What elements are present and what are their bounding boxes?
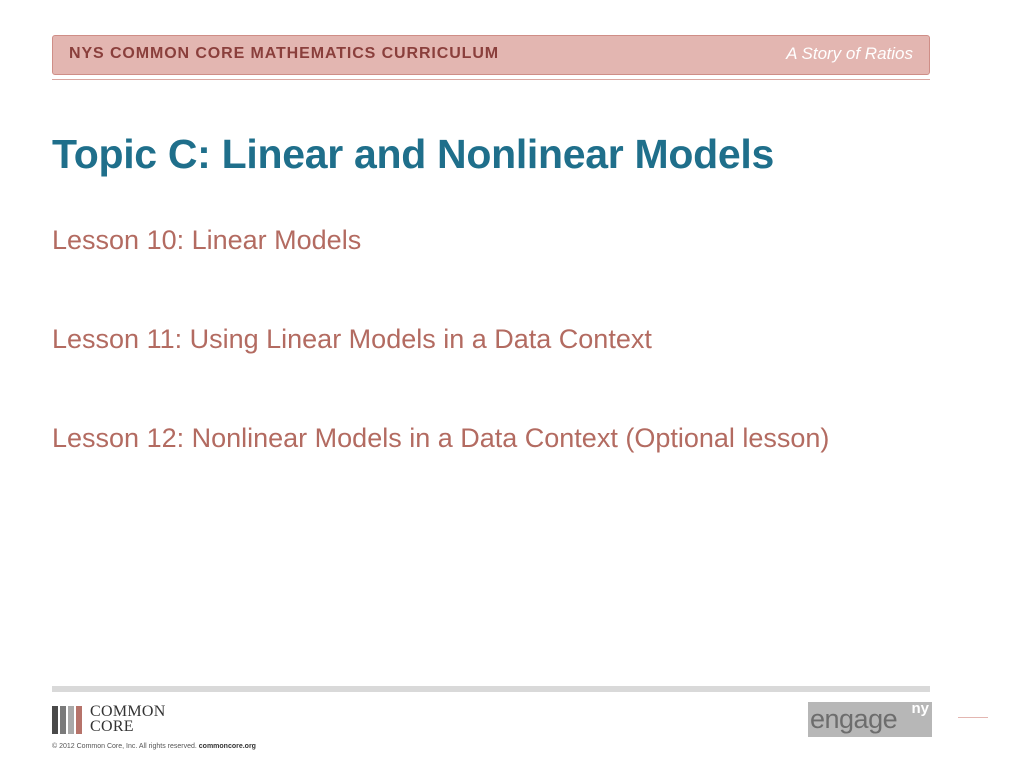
curriculum-title: NYS COMMON CORE MATHEMATICS CURRICULUM <box>69 45 500 62</box>
footer-accent-line <box>958 717 988 718</box>
copyright-link: commoncore.org <box>198 743 256 750</box>
lesson-item-11: Lesson 11: Using Linear Models in a Data Context <box>52 324 652 354</box>
footer-divider <box>52 686 930 692</box>
common-core-wordmark <box>90 704 166 734</box>
story-subtitle: A Story of Ratios <box>786 44 913 63</box>
logo-line-2: CORE <box>90 718 134 735</box>
engage-ny-logo-icon <box>808 702 932 737</box>
common-core-logo-icon <box>52 706 84 734</box>
common-core-logo <box>52 704 182 736</box>
header-bar <box>52 35 930 75</box>
copyright-text: © 2012 Common Core, Inc. All rights reserved. <box>52 743 199 750</box>
lesson-item-12: Lesson 12: Nonlinear Models in a Data Context (Optional lesson) <box>52 423 830 453</box>
logo-line-1: COMMON <box>90 703 166 720</box>
page-title: Topic C: Linear and Nonlinear Models <box>52 131 774 177</box>
lesson-item-10: Lesson 10: Linear Models <box>52 225 362 255</box>
engage-superscript: ny <box>911 700 929 717</box>
header-divider <box>52 79 930 80</box>
copyright-notice <box>52 743 256 750</box>
engage-wordmark: engage <box>810 704 898 734</box>
